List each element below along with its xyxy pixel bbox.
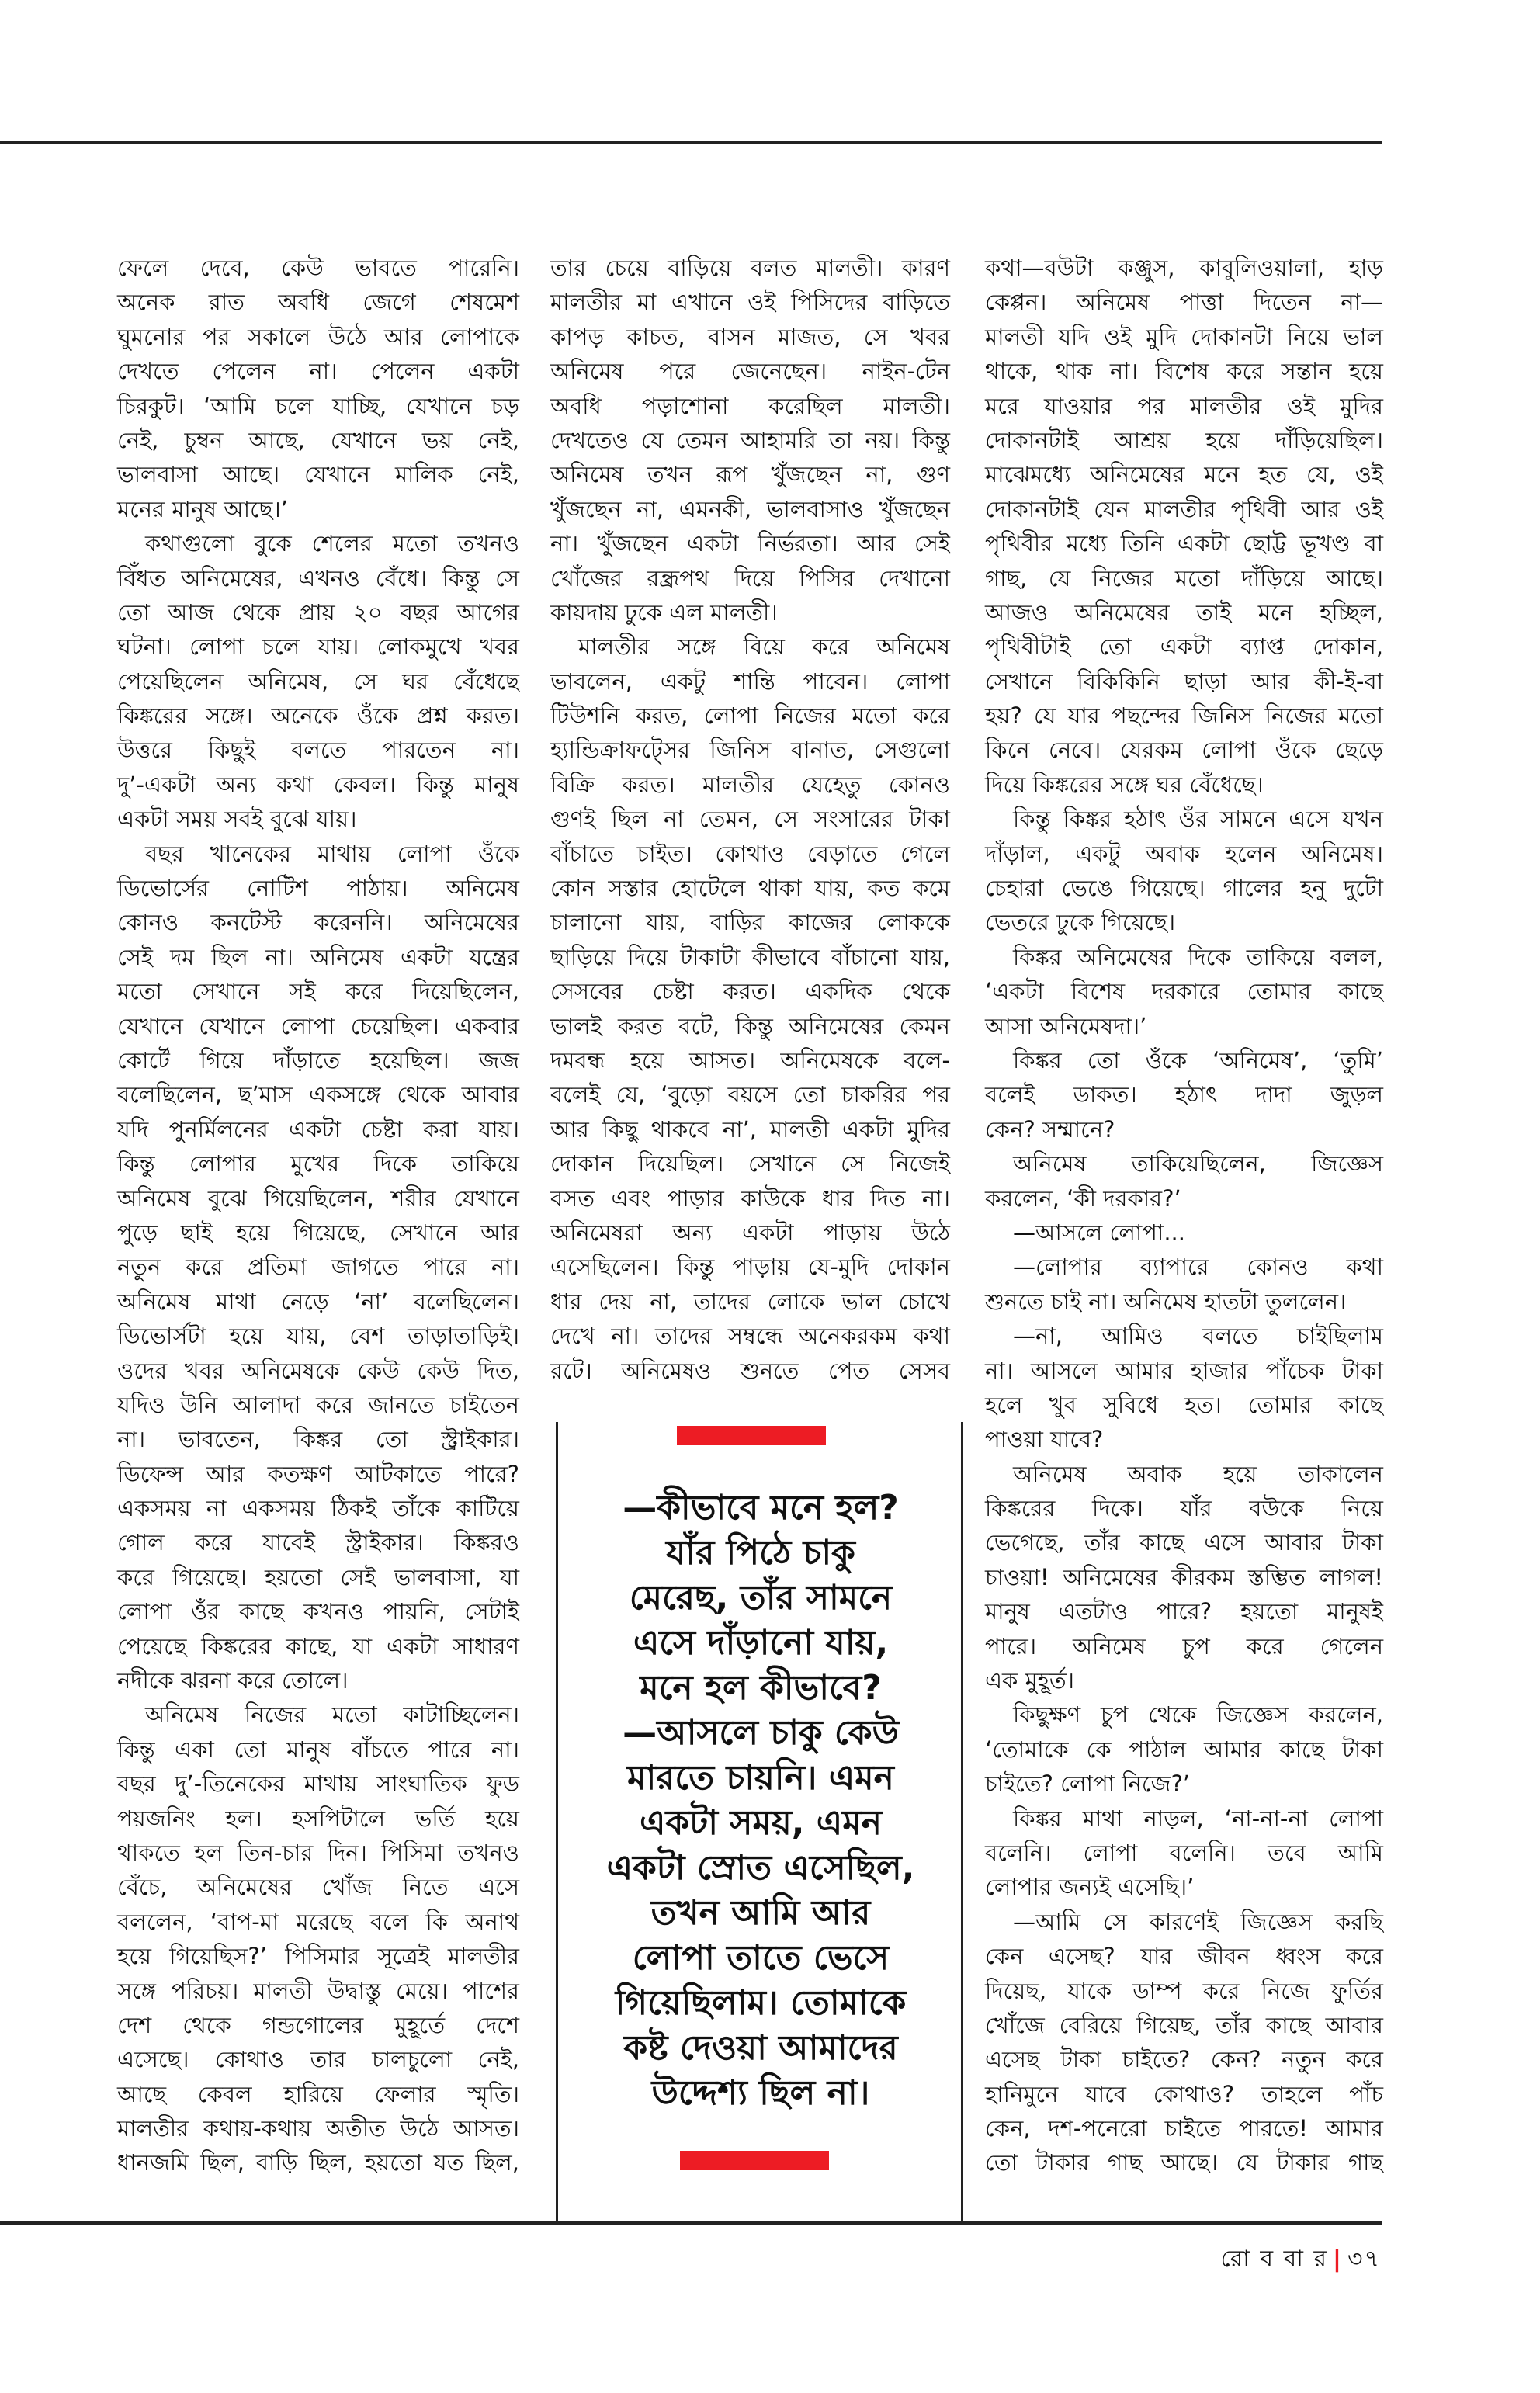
article-text-line: বলেই যে, ‘বুড়ো বয়সে তো চাকরির পর xyxy=(550,1081,950,1108)
article-text-line: কোন সস্তার হোটেলে থাকা যায়, কত কমে xyxy=(550,875,950,902)
article-text-line: মাঝেমধ্যে অনিমেষের মনে হত যে, ওই xyxy=(985,461,1383,488)
article-text-line: না। খুঁজছেন একটা নির্ভরতা। আর সেই xyxy=(550,530,950,557)
pull-quote-line: তখন আমি আর xyxy=(650,1893,871,1933)
article-text-line: পুড়ে ছাই হয়ে গিয়েছে, সেখানে আর xyxy=(117,1219,519,1246)
article-text-line: আছে কেবল হারিয়ে ফেলার স্মৃতি। xyxy=(117,2080,519,2107)
bottom-rule xyxy=(0,2221,1382,2225)
article-text-line: অনিমেষরা অন্য একটা পাড়ায় উঠে xyxy=(550,1219,950,1246)
article-text-line: রটে। অনিমেষও শুনতে পেত সেসব xyxy=(550,1357,950,1384)
article-text-line: দেখে না। তাদের সম্বন্ধে অনেকরকম কথা xyxy=(550,1323,950,1350)
pull-quote-line: মারতে চায়নি। এমন xyxy=(627,1758,894,1798)
article-text-line: কিঙ্করের দিকে। যাঁর বউকে নিয়ে xyxy=(985,1495,1383,1522)
article-text-line: এসেছে। কোথাও তার চালচুলো নেই, xyxy=(117,2046,519,2073)
article-text-line: কিঙ্কর তো ওঁকে ‘অনিমেষ’, ‘তুমি’ xyxy=(1013,1046,1383,1073)
article-text-line: এক মুহূর্ত। xyxy=(985,1667,1075,1694)
article-text-line: ভালবাসা আছে। যেখানে মালিক নেই, xyxy=(117,461,519,488)
pull-quote-line: যাঁর পিঠে চাকু xyxy=(666,1533,855,1573)
article-text-line: পৃথিবীর মধ্যে তিনি একটা ছোট্ট ভূখণ্ড বা xyxy=(985,530,1383,557)
article-text-line: আর কিছু থাকবে না’, মালতী একটা মুদির xyxy=(550,1115,950,1143)
article-text-line: মনের মানুষ আছে।’ xyxy=(117,495,288,522)
article-text-line: দিয়ে কিঙ্করের সঙ্গে ঘর বেঁধেছে। xyxy=(985,771,1264,798)
article-text-line: ফেলে দেবে, কেউ ভাবতে পারেনি। xyxy=(117,255,519,281)
article-text-line: গোল করে যাবেই স্ট্রাইকার। কিঙ্করও xyxy=(117,1529,519,1556)
pull-quote-line: —আসলে চাকু কেউ xyxy=(623,1713,899,1753)
article-text-line: মালতীর কথায়-কথায় অতীত উঠে আসত। xyxy=(117,2115,519,2142)
article-text-line: নেই, চুম্বন আছে, যেখানে ভয় নেই, xyxy=(117,426,519,453)
article-text-line: করে গিয়েছে। হয়তো সেই ভালবাসা, যা xyxy=(117,1563,519,1590)
article-text-line: কিন্তু কিঙ্কর হঠাৎ ওঁর সামনে এসে যখন xyxy=(1013,806,1383,833)
article-text-line: দোকানটাই আশ্রয় হয়ে দাঁড়িয়েছিল। xyxy=(985,426,1383,453)
article-text-line: গুণই ছিল না তেমন, সে সংসারের টাকা xyxy=(550,806,950,833)
article-text-line: —আসলে লোপা... xyxy=(1013,1219,1185,1246)
article-text-line: ডিভোর্সের নোটিশ পাঠায়। অনিমেষ xyxy=(117,875,519,902)
article-text-line: হয়ে গিয়েছিস?’ পিসিমার সূত্রেই মালতীর xyxy=(117,1943,519,1970)
article-text-line: চাইতে? লোপা নিজে?’ xyxy=(985,1770,1191,1798)
article-text-line: চেহারা ভেঙে গিয়েছে। গালের হনু দুটো xyxy=(985,875,1383,902)
article-text-line: —আমি সে কারণেই জিজ্ঞেস করছি xyxy=(1013,1908,1383,1935)
article-text-line: খোঁজের রন্ধ্রপথ দিয়ে পিসির দেখানো xyxy=(550,564,950,591)
article-text-line: মালতীর মা এখানে ওই পিসিদের বাড়িতে xyxy=(550,289,950,316)
article-text-line: দেখতেও যে তেমন আহামরি তা নয়। কিন্তু xyxy=(550,426,950,453)
article-text-line: এসেছ টাকা চাইতে? কেন? নতুন করে xyxy=(985,2046,1383,2073)
article-text-line: একটা সময় সবই বুঝে যায়। xyxy=(117,806,357,833)
article-text-line: দেখতে পেলেন না। পেলেন একটা xyxy=(117,358,519,385)
article-text-line: বিঁধত অনিমেষের, এখনও বেঁধে। কিন্তু সে xyxy=(117,564,519,591)
article-text-line: কেন? সম্মানে? xyxy=(985,1115,1115,1143)
article-text-line: সঙ্গে পরিচয়। মালতী উদ্বাস্তু মেয়ে। পাশের xyxy=(117,1977,519,2004)
top-rule xyxy=(0,141,1382,144)
article-text-line: ভেতরে ঢুকে গিয়েছে। xyxy=(985,909,1176,936)
article-text-line: অবধি পড়াশোনা করেছিল মালতী। xyxy=(550,392,950,419)
article-text-line: তার চেয়ে বাড়িয়ে বলত মালতী। কারণ xyxy=(550,255,950,281)
article-text-line: কথা—বউটা কঞ্জুস, কাবুলিওয়ালা, হাড় xyxy=(985,255,1383,281)
article-text-line: সেখানে বিকিকিনি ছাড়া আর কী-ই-বা xyxy=(985,668,1383,695)
article-text-line: কথাগুলো বুকে শেলের মতো তখনও xyxy=(145,530,519,557)
article-text-line: সেসবের চেষ্টা করত। একদিক থেকে xyxy=(550,978,950,1005)
article-text-line: কিঙ্করের সঙ্গে। অনেকে ওঁকে প্রশ্ন করত। xyxy=(117,702,519,730)
article-text-line: দমবন্ধ হয়ে আসত। অনিমেষকে বলে- xyxy=(550,1046,950,1073)
article-text-line: শুনতে চাই না। অনিমেষ হাতটা তুললেন। xyxy=(985,1288,1347,1315)
pull-quote-bottom-red-bar xyxy=(680,2151,829,2170)
article-text-line: কায়দায় ঢুকে এল মালতী। xyxy=(550,598,778,626)
article-text-line: মতো সেখানে সই করে দিয়েছিলেন, xyxy=(117,978,519,1005)
article-column-1 xyxy=(117,251,519,2180)
article-text-line: দোকানটাই যেন মালতীর পৃথিবী আর ওই xyxy=(985,495,1383,522)
article-text-line: চাওয়া! অনিমেষের কীরকম স্তম্ভিত লাগল! xyxy=(985,1563,1383,1590)
pull-quote-right-border xyxy=(961,1422,963,2223)
article-text-line: ডিভোর্সটা হয়ে যায়, বেশ তাড়াতাড়িই। xyxy=(117,1323,519,1350)
article-text-line: মানুষ এতটাও পারে? হয়তো মানুষই xyxy=(985,1598,1383,1625)
pull-quote-line: লোপা তাতে ভেসে xyxy=(632,1938,890,1978)
article-text-line: কিঙ্কর মাথা নাড়ল, ‘না-না-না লোপা xyxy=(1013,1805,1383,1832)
article-text-line: অনিমেষ বুঝে গিয়েছিলেন, শরীর যেখানে xyxy=(117,1184,519,1212)
article-text-line: লোপা ওঁর কাছে কখনও পায়নি, সেটাই xyxy=(117,1598,519,1625)
article-text-line: যদিও উনি আলাদা করে জানতে চাইতেন xyxy=(117,1391,519,1418)
article-column-3 xyxy=(985,251,1383,2180)
article-text-line: হ্যান্ডিক্রাফট্সের জিনিস বানাত, সেগুলো xyxy=(550,737,950,764)
article-text-line: চালানো যায়, বাড়ির কাজের লোককে xyxy=(550,909,950,936)
article-text-line: বিক্রি করত। মালতীর যেহেতু কোনও xyxy=(550,771,950,798)
article-text-line: না। আসলে আমার হাজার পাঁচেক টাকা xyxy=(985,1357,1383,1384)
article-text-line: কিন্তু একা তো মানুষ বাঁচতে পারে না। xyxy=(117,1736,519,1763)
article-text-line: ভাবলেন, একটু শান্তি পাবেন। লোপা xyxy=(550,668,950,695)
article-text-line: হয়? যে যার পছন্দের জিনিস নিজের মতো xyxy=(985,702,1383,730)
article-text-line: বলেই ডাকত। হঠাৎ দাদা জুড়ল xyxy=(985,1081,1383,1108)
article-text-line: দাঁড়াল, একটু অবাক হলেন অনিমেষ। xyxy=(985,840,1383,867)
article-text-line: তো টাকার গাছ আছে। যে টাকার গাছ xyxy=(985,2149,1383,2176)
article-text-line: ‘তোমাকে কে পাঠাল আমার কাছে টাকা xyxy=(985,1736,1383,1763)
article-text-line: দু’-একটা অন্য কথা কেবল। কিন্তু মানুষ xyxy=(117,771,519,798)
article-text-line: পারে। অনিমেষ চুপ করে গেলেন xyxy=(985,1632,1383,1659)
article-text-line: লোপার জন্যই এসেছি।’ xyxy=(985,1874,1195,1901)
article-text-line: তো আজ থেকে প্রায় ২০ বছর আগের xyxy=(117,598,519,626)
article-text-line: নদীকে ঝরনা করে তোলে। xyxy=(117,1667,349,1694)
article-text-line: —লোপার ব্যাপারে কোনও কথা xyxy=(1013,1254,1383,1281)
article-text-line: আসা অনিমেষদা।’ xyxy=(985,1012,1147,1039)
article-text-line: বসত এবং পাড়ার কাউকে ধার দিত না। xyxy=(550,1184,950,1212)
article-text-line: কিছুক্ষণ চুপ থেকে জিজ্ঞেস করলেন, xyxy=(1013,1701,1383,1729)
article-text-line: বছর খানেকের মাথায় লোপা ওঁকে xyxy=(145,840,519,867)
article-text-line: বললেন, ‘বাপ-মা মরেছে বলে কি অনাথ xyxy=(117,1908,519,1935)
article-text-line: অনিমেষ অবাক হয়ে তাকালেন xyxy=(1013,1460,1383,1487)
article-text-line: বলেনি। লোপা বলেনি। তবে আমি xyxy=(985,1839,1383,1866)
article-text-line: সেই দম ছিল না। অনিমেষ একটা যন্ত্রের xyxy=(117,943,519,970)
article-text-line: হলে খুব সুবিধে হত। তোমার কাছে xyxy=(985,1391,1383,1418)
article-text-line: অনিমেষ তখন রূপ খুঁজছেন না, গুণ xyxy=(550,461,950,488)
pull-quote-left-border xyxy=(556,1422,558,2223)
article-text-line: মালতীর সঙ্গে বিয়ে করে অনিমেষ xyxy=(578,633,950,661)
article-text-line: করলেন, ‘কী দরকার?’ xyxy=(985,1184,1181,1212)
article-text-line: ওদের খবর অনিমেষকে কেউ কেউ দিত, xyxy=(117,1357,519,1384)
article-text-line: চিরকুট। ‘আমি চলে যাচ্ছি, যেখানে চড় xyxy=(117,392,519,419)
article-text-line: উত্তরে কিছুই বলতে পারতেন না। xyxy=(117,737,519,764)
article-text-line: কিনে নেবে। যেরকম লোপা ওঁকে ছেড়ে xyxy=(985,737,1383,764)
pull-quote xyxy=(567,1486,955,2116)
article-text-line: একসময় না একসময় ঠিকই তাঁকে কাটিয়ে xyxy=(117,1495,519,1522)
article-column-2 xyxy=(550,251,950,1388)
article-text-line: দিয়েছ, যাকে ডাম্প করে নিজে ফুর্তির xyxy=(985,1977,1383,2004)
article-text-line: পেয়েছিলেন অনিমেষ, সে ঘর বেঁধেছে xyxy=(117,668,519,695)
article-text-line: অনিমেষ নিজের মতো কাটাচ্ছিলেন। xyxy=(145,1701,519,1729)
article-text-line: খোঁজে বেরিয়ে গিয়েছ, তাঁর কাছে আবার xyxy=(985,2011,1383,2038)
footer-separator: | xyxy=(1333,2246,1343,2273)
article-text-line: ভেগেছে, তাঁর কাছে এসে আবার টাকা xyxy=(985,1529,1383,1556)
pull-quote-line: গিয়েছিলাম। তোমাকে xyxy=(615,1983,907,2023)
pull-quote-line: মনে হল কীভাবে? xyxy=(640,1668,882,1708)
article-text-line: অনিমেষ তাকিয়েছিলেন, জিজ্ঞেস xyxy=(1013,1150,1383,1177)
article-text-line: পৃথিবীটাই তো একটা ব্যাপ্ত দোকান, xyxy=(985,633,1383,661)
article-text-line: পেয়েছে কিঙ্করের কাছে, যা একটা সাধারণ xyxy=(117,1632,519,1659)
article-text-line: টিউশনি করত, লোপা নিজের মতো করে xyxy=(550,702,950,730)
article-text-line: —না, আমিও বলতে চাইছিলাম xyxy=(1013,1323,1383,1350)
article-text-line: ঘুমনোর পর সকালে উঠে আর লোপাকে xyxy=(117,323,519,350)
article-text-line: ‘একটা বিশেষ দরকারে তোমার কাছে xyxy=(985,978,1383,1005)
article-text-line: ঘটনা। লোপা চলে যায়। লোকমুখে খবর xyxy=(117,633,519,661)
pull-quote-line: —কীভাবে মনে হল? xyxy=(623,1488,899,1528)
article-text-line: এসেছিলেন। কিন্তু পাড়ায় যে-মুদি দোকান xyxy=(550,1254,950,1281)
article-text-line: বাঁচাতে চাইত। কোথাও বেড়াতে গেলে xyxy=(550,840,950,867)
pull-quote-top-red-bar xyxy=(677,1426,826,1445)
article-text-line: নতুন করে প্রতিমা জাগতে পারে না। xyxy=(117,1254,519,1281)
magazine-name: রো ব বা র xyxy=(1220,2246,1329,2273)
article-text-line: ভালই করত বটে, কিন্তু অনিমেষের কেমন xyxy=(550,1012,950,1039)
article-text-line: গাছ, যে নিজের মতো দাঁড়িয়ে আছে। xyxy=(985,564,1383,591)
article-text-line: থাকতে হল তিন-চার দিন। পিসিমা তখনও xyxy=(117,1839,519,1866)
article-text-line: না। ভাবতেন, কিঙ্কর তো স্ট্রাইকার। xyxy=(117,1426,519,1453)
article-text-line: কেন এসেছ? যার জীবন ধ্বংস করে xyxy=(985,1943,1383,1970)
pull-quote-line: মেরেছ, তাঁর সামনে xyxy=(629,1578,893,1618)
article-text-line: পয়জনিং হল। হসপিটালে ভর্তি হয়ে xyxy=(117,1805,519,1832)
article-text-line: থাকে, থাক না। বিশেষ করে সন্তান হয়ে xyxy=(985,358,1383,385)
article-text-line: খুঁজছেন না, এমনকী, ভালবাসাও খুঁজছেন xyxy=(550,495,950,522)
article-text-line: পাওয়া যাবে? xyxy=(985,1426,1104,1453)
article-text-line: ধার দেয় না, তাদের লোকে ভাল চোখে xyxy=(550,1288,950,1315)
article-text-line: ছাড়িয়ে দিয়ে টাকাটা কীভাবে বাঁচানো যায়, xyxy=(550,943,950,970)
pull-quote-line: একটা সময়, এমন xyxy=(640,1803,882,1843)
article-text-line: অনেক রাত অবধি জেগে শেষমেশ xyxy=(117,289,519,316)
pull-quote-line: উদ্দেশ্য ছিল না। xyxy=(651,2073,870,2113)
article-text-line: কিঙ্কর অনিমেষের দিকে তাকিয়ে বলল, xyxy=(1013,943,1383,970)
article-text-line: ধানজমি ছিল, বাড়ি ছিল, হয়তো যত ছিল, xyxy=(117,2149,519,2176)
article-text-line: মরে যাওয়ার পর মালতীর ওই মুদির xyxy=(985,392,1383,419)
article-text-line: কিন্তু লোপার মুখের দিকে তাকিয়ে xyxy=(117,1150,519,1177)
article-text-line: বেঁচে, অনিমেষের খোঁজ নিতে এসে xyxy=(117,1874,519,1901)
article-text-line: কাপড় কাচত, বাসন মাজত, সে খবর xyxy=(550,323,950,350)
article-text-line: বছর দু’-তিনেকের মাথায় সাংঘাতিক ফুড xyxy=(117,1770,519,1798)
article-text-line: কোর্টে গিয়ে দাঁড়াতে হয়েছিল। জজ xyxy=(117,1046,519,1073)
pull-quote-line: কষ্ট দেওয়া আমাদের xyxy=(623,2028,898,2068)
article-text-line: অনিমেষ পরে জেনেছেন। নাইন-টেন xyxy=(550,358,950,385)
article-text-line: দেশ থেকে গন্ডগোলের মুহূর্তে দেশে xyxy=(117,2011,519,2038)
article-text-line: যদি পুনর্মিলনের একটা চেষ্টা করা যায়। xyxy=(117,1115,519,1143)
page-number: ৩৭ xyxy=(1347,2246,1381,2273)
article-text-line: আজও অনিমেষের তাই মনে হচ্ছিল, xyxy=(985,598,1383,626)
article-text-line: হানিমুনে যাবে কোথাও? তাহলে পাঁচ xyxy=(985,2080,1383,2107)
pull-quote-line: এসে দাঁড়ানো যায়, xyxy=(633,1623,889,1663)
article-text-line: কেন, দশ-পনেরো চাইতে পারতে! আমার xyxy=(985,2115,1383,2142)
article-text-line: মালতী যদি ওই মুদি দোকানটা নিয়ে ভাল xyxy=(985,323,1383,350)
article-text-line: কোনও কনটেস্ট করেননি। অনিমেষের xyxy=(117,909,519,936)
article-text-line: বলেছিলেন, ছ’মাস একসঙ্গে থেকে আবার xyxy=(117,1081,519,1108)
article-text-line: দোকান দিয়েছিল। সেখানে সে নিজেই xyxy=(550,1150,950,1177)
article-text-line: কেপ্পন। অনিমেষ পাত্তা দিতেন না— xyxy=(985,289,1383,316)
article-text-line: যেখানে যেখানে লোপা চেয়েছিল। একবার xyxy=(117,1012,519,1039)
article-text-line: ডিফেন্স আর কতক্ষণ আটকাতে পারে? xyxy=(117,1460,519,1487)
page-footer xyxy=(1220,2240,1381,2280)
article-text-line: অনিমেষ মাথা নেড়ে ‘না’ বলেছিলেন। xyxy=(117,1288,519,1315)
pull-quote-line: একটা স্রোত এসেছিল, xyxy=(606,1848,915,1888)
